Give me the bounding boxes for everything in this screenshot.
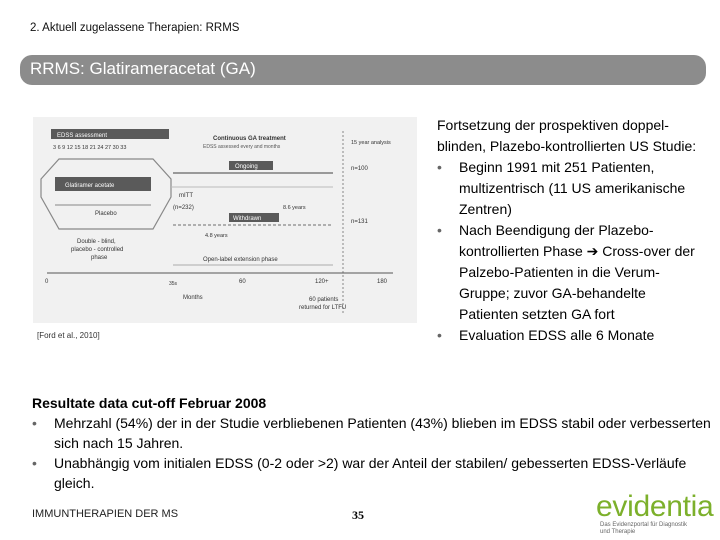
citation: [Ford et al., 2010] xyxy=(37,331,100,340)
results-bullet-text: Mehrzahl (54%) der in der Studie verbliebenen Patienten (43%) blieben im EDSS stabil oder verbesserten sich nach 15 Jahren. xyxy=(54,415,711,451)
continuous-header: Continuous GA treatment xyxy=(213,136,286,142)
study-bullet xyxy=(437,157,707,220)
study-bullet-text: Evaluation EDSS alle 6 Monate xyxy=(459,327,655,343)
results-heading: Resultate data cut-off Februar 2008 xyxy=(32,395,267,411)
months-label: Months xyxy=(183,295,203,301)
placebo-label: Placebo xyxy=(95,211,117,217)
slide-title-bar xyxy=(20,55,706,85)
study-bullet xyxy=(437,325,707,346)
bullet-dot: • xyxy=(32,415,37,431)
years-48: 4.8 years xyxy=(205,233,228,239)
axis-tick-4: 180 xyxy=(377,279,388,285)
continuous-sub: EDSS assessed every and months xyxy=(203,144,281,150)
analysis-header: 15 year analysis xyxy=(351,140,391,146)
study-intro: Fortsetzung der prospektiven doppel-blinden, Plazebo-kontrollierten US Studie: xyxy=(437,117,697,154)
ongoing-n: n=100 xyxy=(351,166,368,172)
returned-label-2: returned for LTFU xyxy=(299,305,347,311)
results-bullet xyxy=(32,453,712,493)
controlled-label-2: placebo - controlled xyxy=(71,247,124,253)
returned-label-1: 60 patients xyxy=(309,297,339,303)
edss-label: EDSS assessment xyxy=(57,133,108,139)
study-description xyxy=(437,115,707,346)
controlled-label-3: phase xyxy=(91,255,108,261)
ga-arm-label: Glatiramer acetate xyxy=(65,183,115,189)
results-bullet xyxy=(32,413,712,453)
study-bullet xyxy=(437,220,707,325)
page-number: 35 xyxy=(352,508,364,522)
axis-tick-2: 60 xyxy=(239,279,246,285)
withdrawn-label: Withdrawn xyxy=(233,216,262,222)
ongoing-label: Ongoing xyxy=(235,164,258,170)
randomization-shape xyxy=(41,159,171,229)
results-bullet-text: Unabhängig vom initialen EDSS (0-2 oder >2) war der Anteil der stabilen/ gebesserten EDSS-Verläufe gleich. xyxy=(54,455,687,491)
footer-label: IMMUNTHERAPIEN DER MS xyxy=(32,508,179,520)
logo-tagline-2: und Therapie xyxy=(600,529,636,535)
study-bullet-text: Nach Beendigung der Plazebo-kontrollierten Phase ➔ Cross-over der Palzebo-Patienten in die Verum-Gruppe; zuvor GA-behandelte Patienten setzten GA fort xyxy=(459,222,695,322)
mitt-n: (n=232) xyxy=(173,205,194,211)
controlled-label-1: Double - blind, xyxy=(77,239,116,245)
bullet-dot: • xyxy=(437,222,442,238)
edss-ticks: 3 6 9 12 15 18 21 24 27 30 33 xyxy=(53,145,127,151)
axis-tick-0: 0 xyxy=(45,279,49,285)
study-design-diagram xyxy=(33,117,417,323)
slide-title: RRMS: Glatirameracetat (GA) xyxy=(30,59,256,78)
evidentia-logo xyxy=(596,492,713,536)
logo-wordmark: evidentia xyxy=(596,490,714,523)
years-86: 8.6 years xyxy=(283,205,306,211)
breadcrumb: 2. Aktuell zugelassene Therapien: RRMS xyxy=(30,22,240,34)
study-bullet-text: Beginn 1991 mit 251 Patienten, multizentrisch (11 US amerikanische Zentren) xyxy=(459,159,686,217)
bullet-dot: • xyxy=(437,159,442,175)
logo-tagline-1: Das Evidenzportal für Diagnostik xyxy=(600,522,688,528)
open-label: Open-label extension phase xyxy=(203,257,278,263)
withdrawn-n: n=131 xyxy=(351,219,368,225)
bullet-dot: • xyxy=(437,327,442,343)
bullet-dot: • xyxy=(32,455,37,471)
axis-tick-3: 120+ xyxy=(315,279,329,285)
mitt-label: mITT xyxy=(179,193,193,199)
axis-tick-1: 35s xyxy=(169,281,178,287)
results-section xyxy=(32,393,712,493)
